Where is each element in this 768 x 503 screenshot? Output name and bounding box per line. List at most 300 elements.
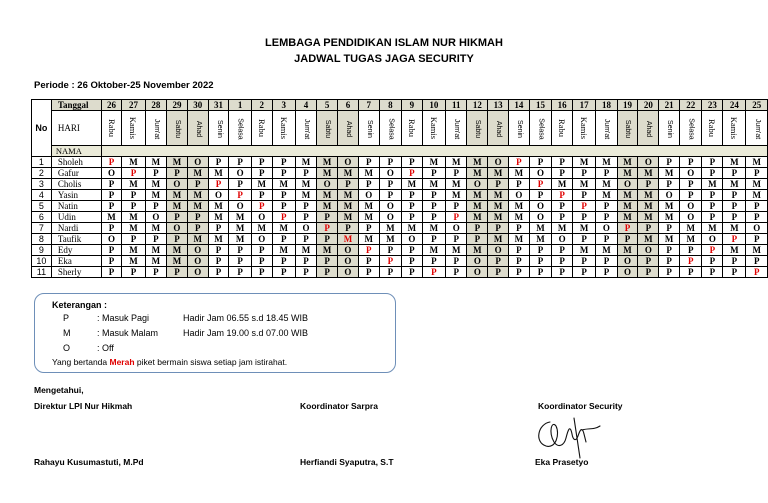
shift-cell: M <box>167 256 188 267</box>
shift-cell: P <box>746 201 768 212</box>
shift-cell: P <box>379 256 401 267</box>
shift-cell: P <box>702 190 723 201</box>
shift-cell: M <box>509 234 530 245</box>
shift-cell: P <box>229 157 251 168</box>
shift-cell: P <box>251 245 272 256</box>
shift-cell: P <box>638 256 659 267</box>
shift-cell: O <box>467 179 488 190</box>
guard-name: Yasin <box>51 190 101 201</box>
day-name-cell <box>187 111 208 146</box>
shift-cell: P <box>122 201 145 212</box>
shift-cell: P <box>702 256 723 267</box>
shift-cell: P <box>617 223 638 234</box>
shift-cell: P <box>529 157 551 168</box>
shift-cell: P <box>746 267 768 278</box>
nama-label: NAMA <box>51 146 101 157</box>
shift-cell: P <box>379 190 401 201</box>
guard-name: Sholeh <box>51 157 101 168</box>
day-name-cell <box>167 111 188 146</box>
legend-title: Keterangan : <box>52 300 108 310</box>
security-coordinator-name: Eka Prasetyo <box>535 457 589 467</box>
date-10: 10 <box>422 100 445 111</box>
shift-cell: M <box>638 234 659 245</box>
shift-cell: P <box>379 267 401 278</box>
shift-cell: M <box>529 234 551 245</box>
shift-cell: P <box>659 223 680 234</box>
day-name-cell <box>422 111 445 146</box>
legend-label-p: : Masuk Pagi <box>97 313 150 323</box>
shift-cell: P <box>659 256 680 267</box>
shift-cell: P <box>659 245 680 256</box>
date-29: 29 <box>167 100 188 111</box>
shift-cell: P <box>659 267 680 278</box>
shift-cell: P <box>379 245 401 256</box>
shift-cell: M <box>509 212 530 223</box>
shift-cell: P <box>101 190 122 201</box>
shift-cell: M <box>208 234 229 245</box>
shift-cell: M <box>488 168 509 179</box>
shift-cell: M <box>723 223 746 234</box>
row-number: 6 <box>32 212 52 223</box>
shift-cell: P <box>229 245 251 256</box>
shift-cell: P <box>723 168 746 179</box>
shift-cell: P <box>529 256 551 267</box>
shift-cell: P <box>723 190 746 201</box>
shift-cell: P <box>229 190 251 201</box>
shift-cell: O <box>446 223 467 234</box>
shift-cell: M <box>122 256 145 267</box>
shift-cell: O <box>529 212 551 223</box>
guard-name: Gafur <box>51 168 101 179</box>
shift-cell: M <box>295 245 316 256</box>
shift-cell: M <box>317 245 338 256</box>
date-4: 4 <box>295 100 316 111</box>
shift-cell: P <box>529 267 551 278</box>
day-name-cell <box>338 111 359 146</box>
day-name-cell <box>229 111 251 146</box>
day-name: Senin <box>215 120 223 138</box>
shift-cell: M <box>422 245 445 256</box>
shift-cell: P <box>167 234 188 245</box>
shift-cell: M <box>638 168 659 179</box>
shift-cell: M <box>122 157 145 168</box>
day-name-cell <box>317 111 338 146</box>
shift-cell: M <box>467 245 488 256</box>
table-row <box>32 201 768 212</box>
shift-cell: P <box>272 256 295 267</box>
shift-cell: P <box>251 168 272 179</box>
day-name: Selasa <box>387 118 395 140</box>
shift-cell: O <box>617 267 638 278</box>
date-19: 19 <box>617 100 638 111</box>
shift-cell: M <box>145 245 166 256</box>
date-9: 9 <box>402 100 423 111</box>
shift-cell: P <box>723 256 746 267</box>
shift-cell: M <box>272 179 295 190</box>
shift-cell: M <box>272 245 295 256</box>
shift-cell: M <box>402 179 423 190</box>
shift-cell: P <box>659 179 680 190</box>
day-name: Kamis <box>128 116 139 140</box>
day-name: Rabu <box>707 119 718 137</box>
director-name: Rahayu Kusumastuti, M.Pd <box>34 457 144 467</box>
day-name-cell <box>746 111 768 146</box>
shift-cell: M <box>573 223 596 234</box>
no-header-label: No <box>35 123 48 133</box>
date-28: 28 <box>145 100 166 111</box>
table-row <box>32 256 768 267</box>
shift-cell: M <box>446 179 467 190</box>
table-row <box>32 223 768 234</box>
legend-footnote <box>52 357 287 367</box>
shift-cell: M <box>402 223 423 234</box>
shift-cell: P <box>402 168 423 179</box>
shift-cell: P <box>573 212 596 223</box>
shift-cell: P <box>446 201 467 212</box>
guard-name: Natin <box>51 201 101 212</box>
day-name: Senin <box>515 120 523 138</box>
day-name-cell <box>467 111 488 146</box>
shift-cell: P <box>422 212 445 223</box>
shift-cell: M <box>317 168 338 179</box>
day-name-cell <box>122 111 145 146</box>
shift-cell: M <box>317 157 338 168</box>
date-26: 26 <box>101 100 122 111</box>
shift-cell: P <box>596 212 617 223</box>
shift-cell: P <box>402 212 423 223</box>
shift-cell: P <box>251 267 272 278</box>
shift-cell: M <box>702 179 723 190</box>
shift-cell: P <box>208 245 229 256</box>
shift-cell: M <box>617 190 638 201</box>
shift-cell: P <box>101 245 122 256</box>
date-6: 6 <box>338 100 359 111</box>
shift-cell: M <box>617 157 638 168</box>
table-row <box>32 234 768 245</box>
institution-title: LEMBAGA PENDIDIKAN ISLAM NUR HIKMAH <box>265 37 503 49</box>
shift-cell: O <box>295 223 316 234</box>
shift-cell: M <box>467 157 488 168</box>
shift-cell: O <box>338 267 359 278</box>
shift-cell: O <box>488 157 509 168</box>
date-11: 11 <box>446 100 467 111</box>
date-15: 15 <box>529 100 551 111</box>
day-name-cell <box>509 111 530 146</box>
shift-cell: P <box>446 168 467 179</box>
date-25: 25 <box>746 100 768 111</box>
shift-cell: M <box>552 223 573 234</box>
shift-cell: P <box>145 168 166 179</box>
day-name: Selasa <box>687 118 695 140</box>
day-name-cell <box>638 111 659 146</box>
shift-cell: P <box>509 157 530 168</box>
director-title: Direktur LPI Nur Hikmah <box>34 401 133 411</box>
day-name: Sabtu <box>324 119 332 139</box>
shift-cell: M <box>723 179 746 190</box>
shift-cell: P <box>208 256 229 267</box>
day-name-cell <box>208 111 229 146</box>
shift-cell: M <box>338 212 359 223</box>
day-name: Jum'at <box>152 118 160 140</box>
date-17: 17 <box>573 100 596 111</box>
shift-cell: M <box>338 190 359 201</box>
schedule-title: JADWAL TUGAS JAGA SECURITY <box>294 53 474 65</box>
shift-cell: M <box>187 234 208 245</box>
facilities-coordinator-name: Herfiandi Syaputra, S.T <box>300 457 394 467</box>
shift-cell: M <box>295 179 316 190</box>
day-name: Sabtu <box>474 119 482 139</box>
security-coordinator-title: Koordinator Security <box>538 401 623 411</box>
shift-cell: O <box>702 234 723 245</box>
shift-cell: O <box>617 256 638 267</box>
shift-cell: P <box>187 223 208 234</box>
shift-cell: P <box>596 168 617 179</box>
shift-cell: P <box>208 157 229 168</box>
shift-cell: P <box>680 267 702 278</box>
shift-cell: O <box>187 267 208 278</box>
date-7: 7 <box>358 100 379 111</box>
date-20: 20 <box>638 100 659 111</box>
shift-cell: P <box>702 157 723 168</box>
shift-cell: O <box>529 201 551 212</box>
shift-cell: P <box>317 212 338 223</box>
footnote-red-word: Merah <box>109 357 135 367</box>
shift-cell: O <box>680 201 702 212</box>
shift-cell: O <box>145 212 166 223</box>
shift-cell: M <box>617 201 638 212</box>
shift-cell: O <box>379 212 401 223</box>
date-18: 18 <box>596 100 617 111</box>
shift-cell: P <box>638 223 659 234</box>
guard-name: Edy <box>51 245 101 256</box>
shift-cell: P <box>746 256 768 267</box>
shift-cell: P <box>596 256 617 267</box>
shift-cell: M <box>358 168 379 179</box>
day-name-cell <box>379 111 401 146</box>
shift-cell: M <box>187 168 208 179</box>
shift-cell: P <box>746 234 768 245</box>
shift-cell: P <box>187 179 208 190</box>
guard-name: Eka <box>51 256 101 267</box>
day-name: Rabu <box>256 119 267 137</box>
row-number: 7 <box>32 223 52 234</box>
shift-cell: P <box>529 179 551 190</box>
shift-cell: P <box>552 212 573 223</box>
shift-cell: P <box>573 168 596 179</box>
shift-cell: M <box>509 201 530 212</box>
row-number: 11 <box>32 267 52 278</box>
no-header-cell <box>32 100 52 157</box>
shift-cell: O <box>251 212 272 223</box>
shift-cell: O <box>208 190 229 201</box>
day-name-cell <box>573 111 596 146</box>
shift-cell: P <box>402 190 423 201</box>
shift-cell: M <box>488 201 509 212</box>
shift-cell: P <box>552 168 573 179</box>
shift-cell: M <box>509 168 530 179</box>
shift-cell: P <box>552 190 573 201</box>
shift-cell: P <box>338 179 359 190</box>
shift-cell: M <box>638 190 659 201</box>
day-name: Ahad <box>344 120 352 138</box>
row-number: 10 <box>32 256 52 267</box>
shift-cell: P <box>402 201 423 212</box>
shift-cell: M <box>272 223 295 234</box>
shift-cell: P <box>145 201 166 212</box>
legend-code-p: P <box>63 313 70 323</box>
legend-box <box>34 293 396 373</box>
date-27: 27 <box>122 100 145 111</box>
tanggal-label: Tanggal <box>51 100 101 111</box>
shift-cell: P <box>488 256 509 267</box>
shift-cell: P <box>122 234 145 245</box>
shift-cell: P <box>167 212 188 223</box>
shift-cell: M <box>122 179 145 190</box>
shift-cell: O <box>529 168 551 179</box>
shift-cell: P <box>402 245 423 256</box>
legend-label-m: : Masuk Malam <box>97 328 159 338</box>
day-name: Ahad <box>495 120 503 138</box>
shift-cell: M <box>488 234 509 245</box>
date-31: 31 <box>208 100 229 111</box>
shift-cell: P <box>101 157 122 168</box>
shift-cell: P <box>446 234 467 245</box>
footnote-post: piket bermain siswa setiap jam istirahat. <box>134 357 288 367</box>
shift-cell: P <box>529 190 551 201</box>
date-8: 8 <box>379 100 401 111</box>
day-name: Kamis <box>579 116 590 140</box>
shift-cell: O <box>680 212 702 223</box>
shift-cell: O <box>467 267 488 278</box>
day-name-cell <box>446 111 467 146</box>
legend-code-m: M <box>63 328 71 338</box>
date-24: 24 <box>723 100 746 111</box>
shift-cell: P <box>702 168 723 179</box>
shift-cell: P <box>509 179 530 190</box>
shift-cell: M <box>573 245 596 256</box>
shift-cell: P <box>723 234 746 245</box>
shift-cell: M <box>746 179 768 190</box>
shift-cell: M <box>659 234 680 245</box>
row-number: 4 <box>32 190 52 201</box>
shift-cell: P <box>272 234 295 245</box>
shift-cell: M <box>659 168 680 179</box>
shift-cell: P <box>659 157 680 168</box>
day-name: Senin <box>666 120 674 138</box>
shift-cell: P <box>251 157 272 168</box>
date-21: 21 <box>659 100 680 111</box>
shift-cell: P <box>122 168 145 179</box>
shift-cell: P <box>509 256 530 267</box>
shift-cell: M <box>187 201 208 212</box>
shift-cell: P <box>145 234 166 245</box>
shift-cell: O <box>638 157 659 168</box>
shift-cell: O <box>187 245 208 256</box>
shift-cell: P <box>723 212 746 223</box>
shift-cell: P <box>488 179 509 190</box>
shift-cell: M <box>317 201 338 212</box>
shift-cell: M <box>617 212 638 223</box>
shift-cell: P <box>295 234 316 245</box>
shift-cell: P <box>509 267 530 278</box>
shift-cell: M <box>467 168 488 179</box>
date-3: 3 <box>272 100 295 111</box>
nama-filler <box>101 146 767 157</box>
shift-cell: M <box>467 190 488 201</box>
shift-cell: O <box>229 168 251 179</box>
shift-cell: P <box>488 267 509 278</box>
shift-cell: P <box>702 245 723 256</box>
guard-name: Nardi <box>51 223 101 234</box>
hari-label: HARI <box>51 111 101 146</box>
facilities-coordinator-title: Koordinator Sarpra <box>300 401 378 411</box>
shift-cell: P <box>638 179 659 190</box>
shift-cell: P <box>680 179 702 190</box>
shift-cell: M <box>145 223 166 234</box>
shift-cell: M <box>488 212 509 223</box>
day-name-cell <box>723 111 746 146</box>
shift-cell: O <box>746 223 768 234</box>
shift-cell: O <box>338 256 359 267</box>
day-name-cell <box>295 111 316 146</box>
shift-cell: O <box>229 201 251 212</box>
shift-cell: P <box>122 190 145 201</box>
day-name: Kamis <box>278 116 289 140</box>
day-name: Rabu <box>406 119 417 137</box>
shift-cell: O <box>317 179 338 190</box>
handwritten-signature <box>530 412 610 460</box>
shift-cell: M <box>638 212 659 223</box>
shift-cell: M <box>488 190 509 201</box>
shift-cell: M <box>702 223 723 234</box>
shift-cell: M <box>338 201 359 212</box>
shift-cell: P <box>529 245 551 256</box>
table-row <box>32 157 768 168</box>
shift-cell: P <box>272 168 295 179</box>
footnote-pre: Yang bertanda <box>52 357 110 367</box>
guard-name: Cholis <box>51 179 101 190</box>
row-number: 5 <box>32 201 52 212</box>
shift-cell: P <box>358 267 379 278</box>
day-name: Sabtu <box>624 119 632 139</box>
shift-cell: P <box>358 223 379 234</box>
shift-cell: P <box>723 201 746 212</box>
shift-cell: M <box>617 245 638 256</box>
shift-cell: P <box>317 267 338 278</box>
day-name-cell <box>552 111 573 146</box>
shift-cell: P <box>638 267 659 278</box>
day-name-cell <box>680 111 702 146</box>
shift-cell: M <box>251 223 272 234</box>
day-name-cell <box>251 111 272 146</box>
shift-cell: P <box>422 256 445 267</box>
shift-cell: P <box>573 201 596 212</box>
guard-name: Udin <box>51 212 101 223</box>
shift-cell: P <box>552 157 573 168</box>
shift-cell: P <box>746 212 768 223</box>
shift-cell: P <box>467 223 488 234</box>
shift-cell: M <box>422 179 445 190</box>
shift-cell: P <box>552 245 573 256</box>
shift-cell: M <box>596 245 617 256</box>
row-number: 9 <box>32 245 52 256</box>
shift-cell: P <box>229 267 251 278</box>
shift-cell: O <box>379 201 401 212</box>
shift-cell: P <box>167 267 188 278</box>
shift-cell: P <box>122 267 145 278</box>
day-name: Jum'at <box>753 118 761 140</box>
shift-cell: P <box>358 256 379 267</box>
